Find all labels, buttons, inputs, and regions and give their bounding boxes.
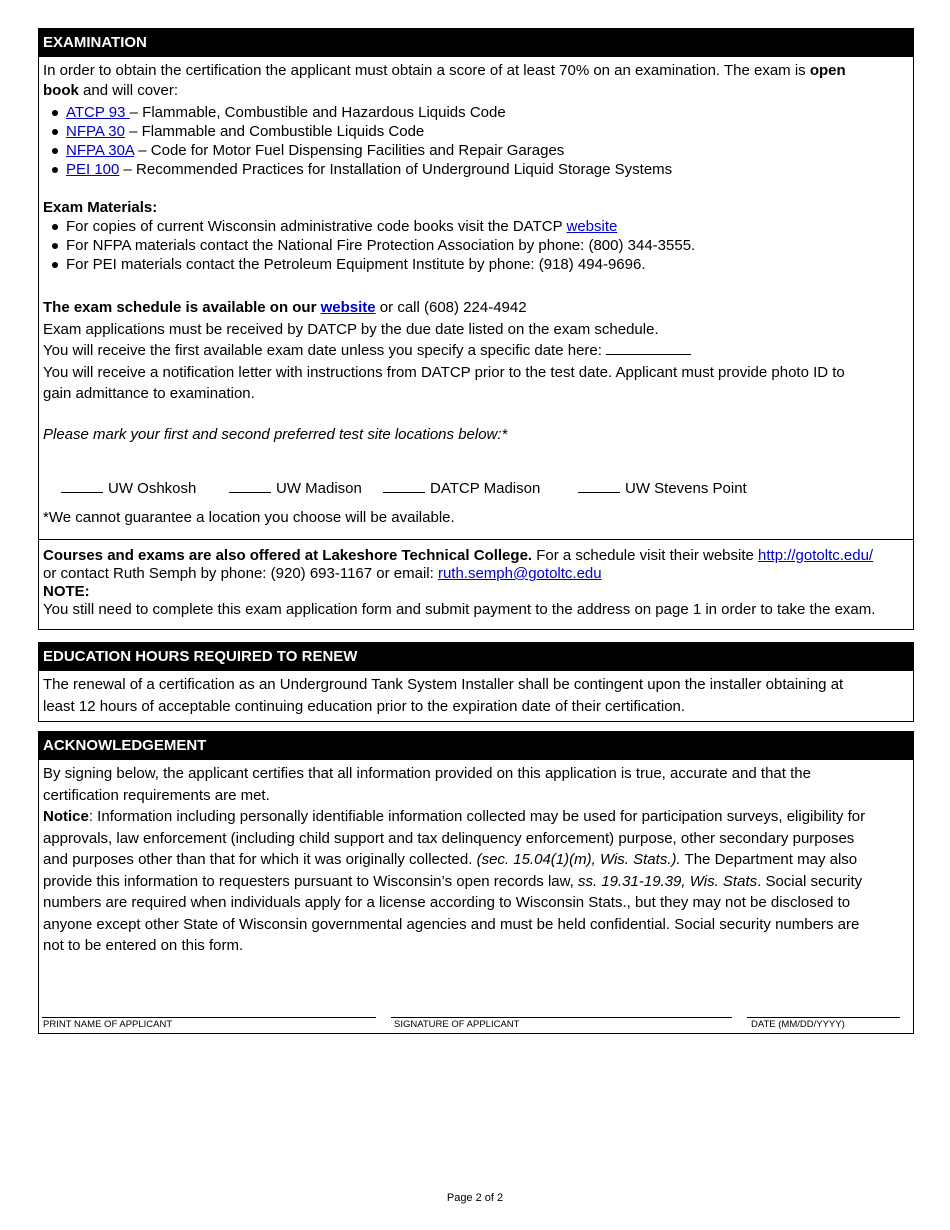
note-text: You still need to complete this exam application form and submit payment to the address on page 1 in order to take the exam.	[43, 601, 876, 618]
acknowledgement-header: ACKNOWLEDGEMENT	[39, 732, 913, 760]
site-option-uw-madison[interactable]: UW Madison	[229, 476, 362, 497]
exam-intro: In order to obtain the certification the applicant must obtain a score of at least 70% on an examination. The exam is open	[43, 62, 846, 79]
education-line1: The renewal of a certification as an Underground Tank System Installer shall be contingent upon the installer obtaining at	[43, 676, 844, 693]
bullet-icon	[52, 148, 58, 154]
examination-section	[38, 28, 914, 630]
site-prompt: Please mark your first and second preferred test site locations below:*	[43, 425, 508, 443]
exam-schedule-line: The exam schedule is available on our website or call (608) 224-4942	[43, 299, 527, 316]
bullet-icon	[52, 262, 58, 268]
bullet-icon	[52, 167, 58, 173]
bullet-icon	[52, 129, 58, 135]
bullet-icon	[52, 110, 58, 116]
specific-date-field[interactable]	[606, 340, 691, 355]
exam-notification-line1: You will receive a notification letter with instructions from DATCP prior to the test date. Applicant must provide photo ID to	[43, 363, 845, 381]
education-header: EDUCATION HOURS REQUIRED TO RENEW	[39, 643, 913, 671]
site-blank[interactable]	[578, 476, 620, 493]
datcp-website-link[interactable]: website	[566, 218, 618, 235]
note-label: NOTE:	[43, 583, 90, 600]
contact-email-link[interactable]: ruth.semph@gotoltc.edu	[437, 565, 602, 582]
education-line2: least 12 hours of acceptable continuing education prior to the expiration date of their certification.	[43, 697, 686, 715]
ack-line: not to be entered on this form.	[43, 937, 244, 954]
lakeshore-box	[39, 539, 913, 619]
print-name-field[interactable]	[42, 1017, 376, 1018]
lakeshore-line: Courses and exams are also offered at Lakeshore Technical College. For a schedule visit their website http://gotoltc.edu/	[43, 547, 874, 564]
exam-materials-list	[43, 217, 909, 274]
page-number: Page 2 of 2	[446, 1192, 504, 1204]
ack-line: provide this information to requesters pursuant to Wisconsin’s open records law, ss. 19.31-19.39, Wis. Stats. Social security	[43, 872, 863, 890]
notice-line: Notice: Information including personally identifiable information collected may be used for participation surveys, eligibility for	[43, 808, 866, 825]
ack-line: anyone except other State of Wisconsin governmental agencies and must be held confidential. Social security numbers are	[43, 915, 860, 933]
list-item: NFPA 30 – Flammable and Combustible Liquids Code	[43, 122, 909, 141]
ack-line: By signing below, the applicant certifies that all information provided on this application is true, accurate and that the	[43, 765, 811, 782]
schedule-website-link[interactable]: website	[320, 299, 376, 316]
exam-intro-cont: book and will cover:	[43, 81, 179, 99]
site-option-datcp-madison[interactable]: DATCP Madison	[383, 476, 540, 497]
contact-line: or contact Ruth Semph by phone: (920) 693-1167 or email: ruth.semph@gotoltc.edu	[43, 565, 602, 582]
site-blank[interactable]	[229, 476, 271, 493]
exam-notification-line2: gain admittance to examination.	[43, 385, 255, 402]
date-field[interactable]	[747, 1017, 900, 1018]
list-item: For PEI materials contact the Petroleum Equipment Institute by phone: (918) 494-9696.	[43, 255, 909, 274]
acknowledgement-section	[38, 731, 914, 1034]
examination-body	[39, 57, 913, 529]
list-item: PEI 100 – Recommended Practices for Installation of Underground Liquid Storage Systems	[43, 160, 909, 179]
date-label: DATE (MM/DD/YYYY)	[751, 1019, 845, 1030]
site-blank[interactable]	[383, 476, 425, 493]
list-item: For NFPA materials contact the National Fire Protection Association by phone: (800) 344-3555.	[43, 236, 909, 255]
exam-due-line: Exam applications must be received by DATCP by the due date listed on the exam schedule.	[43, 320, 659, 338]
print-name-label: PRINT NAME OF APPLICANT	[43, 1019, 173, 1030]
exam-materials-title: Exam Materials:	[43, 199, 158, 216]
ack-line: numbers are required when individuals apply for a license according to Wisconsin Stats., but they may not be disclosed to	[43, 894, 851, 911]
list-item: ATCP 93 – Flammable, Combustible and Hazardous Liquids Code	[43, 103, 909, 122]
nfpa30a-link[interactable]: NFPA 30A	[66, 142, 135, 159]
ack-line: certification requirements are met.	[43, 786, 270, 804]
ack-line: and purposes other than that for which it was originally collected. (sec. 15.04(1)(m), Wis. Stats.). The Department may also	[43, 851, 858, 868]
lakeshore-website-link[interactable]: http://gotoltc.edu/	[758, 547, 874, 564]
test-site-options	[43, 476, 909, 498]
atcp93-link[interactable]: ATCP 93	[66, 104, 130, 121]
site-option-uw-oshkosh[interactable]: UW Oshkosh	[61, 476, 196, 497]
exam-first-date-line: You will receive the first available exam date unless you specify a specific date here:	[43, 340, 909, 362]
list-item: NFPA 30A – Code for Motor Fuel Dispensing Facilities and Repair Garages	[43, 141, 909, 160]
bullet-icon	[52, 243, 58, 249]
ack-line: approvals, law enforcement (including child support and tax delinquency enforcement) purpose, other secondary purposes	[43, 829, 855, 847]
examination-header: EXAMINATION	[39, 29, 913, 57]
location-guarantee-note: *We cannot guarantee a location you choose will be available.	[43, 509, 455, 526]
nfpa30-link[interactable]: NFPA 30	[66, 123, 125, 140]
site-option-uw-stevens-point[interactable]: UW Stevens Point	[578, 476, 747, 497]
exam-code-list	[43, 103, 909, 179]
pei100-link[interactable]: PEI 100	[66, 161, 120, 178]
bullet-icon	[52, 224, 58, 230]
signature-label: SIGNATURE OF APPLICANT	[394, 1019, 520, 1030]
signature-field[interactable]	[391, 1017, 732, 1018]
site-blank[interactable]	[61, 476, 103, 493]
education-section	[38, 642, 914, 722]
list-item: For copies of current Wisconsin administrative code books visit the DATCP website	[43, 217, 909, 236]
